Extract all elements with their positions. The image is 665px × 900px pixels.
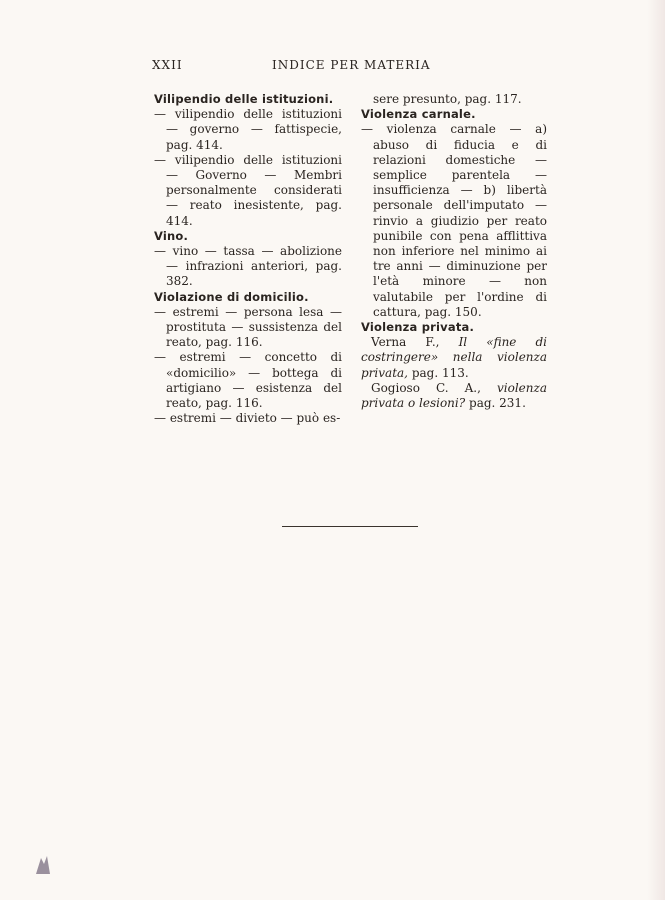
- reference-page: pag. 113.: [411, 365, 469, 380]
- index-entry: — vilipendio delle istituzioni — governo — fattispecie, pag. 414.: [154, 107, 342, 152]
- index-entry: — estremi — persona lesa — prostituta — sussistenza del reato, pag. 116.: [154, 304, 342, 350]
- bibliographic-reference: [361, 335, 547, 381]
- reference-title: violenza privata o lesioni?: [361, 380, 547, 411]
- section-end-rule: [282, 526, 418, 527]
- reference-author: Gogioso C. A.,: [371, 380, 481, 395]
- bibliographic-reference: [361, 381, 547, 411]
- reference-title: Il «fine di costringere» nella violenza privata,: [361, 335, 548, 380]
- index-entry: — estremi — divieto — può es-: [154, 411, 341, 426]
- index-entry: — estremi — concetto di «domicilio» — bottega di artigiano — esistenza del reato, pag. 116.: [154, 350, 342, 411]
- ink-blot-mark: [34, 852, 52, 876]
- entry-continuation: sere presunto, pag. 117.: [373, 92, 522, 106]
- heading-vilipendio: Vilipendio delle istituzioni.: [154, 92, 334, 106]
- heading-violenza-privata: Violenza privata.: [361, 320, 475, 335]
- right-column: [361, 92, 547, 411]
- page-edge-shadow: [647, 0, 665, 900]
- index-entry: — vilipendio delle istituzioni — Governo — Membri personalmente considerati — reato inesistente, pag. 414.: [154, 152, 342, 228]
- reference-page: pag. 231.: [469, 396, 526, 411]
- index-entry: — vino — tassa — abolizione — infrazioni anteriori, pag. 382.: [154, 244, 342, 289]
- reference-author: Verna F.,: [371, 335, 440, 350]
- heading-vino: Vino.: [154, 228, 189, 243]
- heading-violazione-domicilio: Violazione di domicilio.: [154, 289, 309, 304]
- index-entry: — violenza carnale — a) abuso di fiducia e di relazioni domestiche — semplice parentela — insufficienza — b) libertà personale dell'imputato — rinvio a giudizio per reato punibile con pena afflittiva non inferiore nel minimo ai tre anni — diminuzione per l'età minore — non valutabile per l'ordine di cattura, pag. 150.: [361, 122, 547, 319]
- page-number: XXII: [152, 58, 183, 72]
- running-title: INDICE PER MATERIA: [272, 58, 431, 72]
- heading-violenza-carnale: Violenza carnale.: [361, 107, 476, 122]
- left-column: [154, 92, 342, 426]
